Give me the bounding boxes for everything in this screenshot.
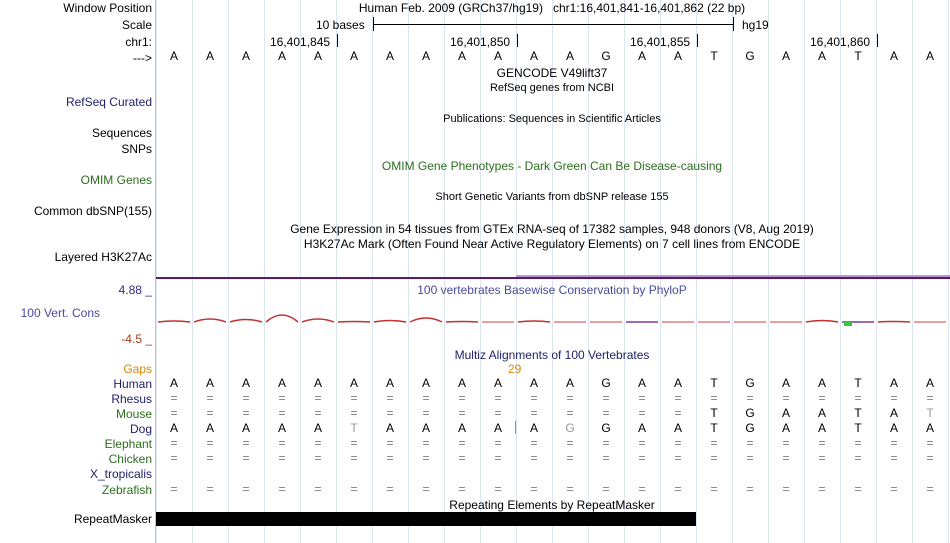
base-gridline xyxy=(948,0,949,543)
alignment-base: A xyxy=(925,421,934,435)
species-label-chicken[interactable]: Chicken xyxy=(108,452,152,466)
reference-base: T xyxy=(710,49,718,63)
alignment-base: G xyxy=(601,421,611,435)
alignment-base: = xyxy=(314,406,322,420)
alignment-base: A xyxy=(277,421,286,435)
alignment-base: = xyxy=(278,451,286,465)
alignment-base: = xyxy=(422,391,430,405)
alignment-base: = xyxy=(926,451,934,465)
common-dbsnp-label[interactable]: Common dbSNP(155) xyxy=(33,204,152,218)
sequences-label[interactable]: Sequences xyxy=(91,126,152,140)
base-gridline xyxy=(624,0,625,543)
tick-label: 16,401,845 xyxy=(270,35,331,49)
scale-db: hg19 xyxy=(742,18,769,32)
base-gridline xyxy=(444,0,445,543)
assembly-text: Human Feb. 2009 (GRCh37/hg19) xyxy=(358,1,543,15)
reference-base: A xyxy=(385,49,394,63)
alignment-base: = xyxy=(278,406,286,420)
alignment-base: = xyxy=(494,406,502,420)
species-label-elephant[interactable]: Elephant xyxy=(104,437,152,451)
alignment-base: = xyxy=(350,482,358,496)
alignment-base: = xyxy=(350,391,358,405)
base-gridline xyxy=(228,0,229,543)
alignment-base: A xyxy=(781,406,790,420)
alignment-base: G xyxy=(745,421,755,435)
alignment-base: = xyxy=(278,482,286,496)
window-position-text xyxy=(359,1,745,15)
gencode-track-title[interactable]: GENCODE V49lift37 xyxy=(496,66,608,80)
alignment-base: = xyxy=(602,436,610,450)
alignment-base: = xyxy=(314,436,322,450)
alignment-base: = xyxy=(602,451,610,465)
alignment-base: A xyxy=(205,421,214,435)
alignment-base: = xyxy=(422,482,430,496)
alignment-base: = xyxy=(242,436,250,450)
alignment-base: = xyxy=(782,482,790,496)
alignment-base: = xyxy=(602,391,610,405)
alignment-base: A xyxy=(673,421,682,435)
alignment-base: A xyxy=(277,376,286,390)
alignment-base: = xyxy=(386,482,394,496)
alignment-base: = xyxy=(638,451,646,465)
alignment-base: = xyxy=(494,451,502,465)
alignment-base: A xyxy=(241,376,250,390)
reference-base: A xyxy=(529,49,538,63)
tick-mark xyxy=(697,34,698,47)
alignment-base: A xyxy=(241,421,250,435)
alignment-base: = xyxy=(746,391,754,405)
reference-base: A xyxy=(457,49,466,63)
alignment-base: = xyxy=(530,436,538,450)
alignment-base: A xyxy=(457,421,466,435)
alignment-base: = xyxy=(746,482,754,496)
phylop-mark xyxy=(158,321,190,322)
alignment-base: = xyxy=(566,482,574,496)
tick-label: 16,401,850 xyxy=(450,35,511,49)
alignment-base: A xyxy=(169,421,178,435)
alignment-base: A xyxy=(169,376,178,390)
alignment-base: = xyxy=(674,391,682,405)
alignment-base: = xyxy=(422,406,430,420)
reference-base: A xyxy=(313,49,322,63)
alignment-base: A xyxy=(637,376,646,390)
alignment-base: = xyxy=(890,391,898,405)
repeatmasker-label[interactable]: RepeatMasker xyxy=(73,512,152,526)
position-text: chr1:16,401,841-16,401,862 (22 bp) xyxy=(552,1,746,15)
alignment-base: = xyxy=(206,406,214,420)
alignment-base: = xyxy=(386,451,394,465)
alignment-base: G xyxy=(565,421,575,435)
h3k27ac-signal-light xyxy=(516,275,950,277)
alignment-base: = xyxy=(746,436,754,450)
alignment-base: A xyxy=(889,376,898,390)
alignment-base: = xyxy=(386,436,394,450)
alignment-base: A xyxy=(421,421,430,435)
tick-mark xyxy=(337,34,338,47)
alignment-base: A xyxy=(529,421,538,435)
alignment-base: = xyxy=(422,436,430,450)
alignment-base: A xyxy=(493,376,502,390)
base-gridline xyxy=(804,0,805,543)
alignment-base: = xyxy=(782,451,790,465)
alignment-base: = xyxy=(206,482,214,496)
insertion-marker xyxy=(515,421,516,434)
h3k27ac-signal xyxy=(156,277,950,279)
track-display[interactable] xyxy=(156,0,950,543)
species-label-mouse[interactable]: Mouse xyxy=(115,407,152,421)
phylop-mark xyxy=(266,315,298,322)
alignment-base: = xyxy=(350,406,358,420)
alignment-base: = xyxy=(638,436,646,450)
scale-text: 10 bases xyxy=(316,18,365,32)
alignment-base: A xyxy=(313,421,322,435)
alignment-base: = xyxy=(170,406,178,420)
alignment-base: G xyxy=(745,406,755,420)
alignment-base: = xyxy=(566,391,574,405)
alignment-base: = xyxy=(278,436,286,450)
alignment-base: = xyxy=(926,436,934,450)
alignment-base: = xyxy=(710,482,718,496)
alignment-base: = xyxy=(170,391,178,405)
alignment-base: = xyxy=(350,436,358,450)
alignment-base: = xyxy=(818,391,826,405)
reference-base: A xyxy=(889,49,898,63)
alignment-base: A xyxy=(817,376,826,390)
alignment-base: T xyxy=(710,376,718,390)
omim-genes-label[interactable]: OMIM Genes xyxy=(80,173,152,187)
reference-base: A xyxy=(781,49,790,63)
base-gridline xyxy=(408,0,409,543)
species-label-dog[interactable]: Dog xyxy=(129,422,152,436)
alignment-base: T xyxy=(854,421,862,435)
alignment-base: A xyxy=(205,376,214,390)
alignment-base: = xyxy=(494,482,502,496)
alignment-base: = xyxy=(458,406,466,420)
phylop-mark xyxy=(518,321,550,322)
track-labels-panel xyxy=(0,0,155,543)
phylop-mark xyxy=(338,322,370,323)
base-gridline xyxy=(336,0,337,543)
alignment-base: = xyxy=(458,391,466,405)
scale-bar xyxy=(373,24,733,25)
reference-base: A xyxy=(205,49,214,63)
base-gridline xyxy=(768,0,769,543)
alignment-base: = xyxy=(206,391,214,405)
alignment-base: = xyxy=(242,406,250,420)
alignment-base: = xyxy=(674,451,682,465)
alignment-base: = xyxy=(206,451,214,465)
alignment-base: = xyxy=(530,406,538,420)
alignment-base: = xyxy=(458,436,466,450)
tick-mark xyxy=(877,34,878,47)
alignment-base: G xyxy=(601,376,611,390)
repeatmasker-track-title[interactable]: Repeating Elements by RepeatMasker xyxy=(449,498,655,512)
h3k27ac-track-title[interactable]: H3K27Ac Mark (Often Found Near Active Regulatory Elements) on 7 cell lines from ENCODE xyxy=(303,237,801,251)
alignment-base: A xyxy=(457,376,466,390)
species-label-human[interactable]: Human xyxy=(113,377,152,391)
alignment-base: A xyxy=(889,421,898,435)
alignment-base: A xyxy=(529,376,538,390)
phylop-mark xyxy=(194,319,226,322)
scale-bar-right-end xyxy=(733,17,734,31)
alignment-base: = xyxy=(710,451,718,465)
alignment-base: = xyxy=(782,436,790,450)
alignment-base: = xyxy=(386,406,394,420)
alignment-base: = xyxy=(818,451,826,465)
alignment-base: = xyxy=(890,482,898,496)
alignment-base: A xyxy=(349,376,358,390)
alignment-base: A xyxy=(781,376,790,390)
reference-base: A xyxy=(565,49,574,63)
alignment-base: A xyxy=(925,376,934,390)
alignment-base: = xyxy=(746,451,754,465)
base-gridline xyxy=(264,0,265,543)
alignment-base: = xyxy=(530,451,538,465)
alignment-base: = xyxy=(566,451,574,465)
phylop-mark xyxy=(374,321,406,323)
phylop-mark xyxy=(806,321,838,323)
alignment-base: A xyxy=(889,406,898,420)
base-gridline xyxy=(876,0,877,543)
reference-base: A xyxy=(241,49,250,63)
alignment-base: = xyxy=(638,406,646,420)
alignment-base: = xyxy=(242,391,250,405)
alignment-base: = xyxy=(854,436,862,450)
alignment-base: = xyxy=(602,482,610,496)
reference-base: A xyxy=(673,49,682,63)
reference-base: A xyxy=(169,49,178,63)
alignment-base: = xyxy=(206,436,214,450)
strand-arrow-label: ---> xyxy=(133,51,152,65)
base-gridline xyxy=(156,0,157,543)
alignment-base: A xyxy=(493,421,502,435)
alignment-base: = xyxy=(854,482,862,496)
alignment-base: G xyxy=(745,376,755,390)
base-gridline xyxy=(840,0,841,543)
alignment-base: T xyxy=(854,376,862,390)
alignment-base: = xyxy=(170,482,178,496)
alignment-base: A xyxy=(637,421,646,435)
alignment-base: A xyxy=(385,376,394,390)
alignment-base: = xyxy=(926,391,934,405)
alignment-base: = xyxy=(422,451,430,465)
conservation-min-label: -4.5 _ xyxy=(121,332,152,346)
chr-label: chr1: xyxy=(125,35,152,49)
base-gridline xyxy=(192,0,193,543)
repeat-element-block[interactable] xyxy=(156,512,696,526)
alignment-base: = xyxy=(818,436,826,450)
alignment-base: = xyxy=(710,391,718,405)
alignment-base: = xyxy=(602,406,610,420)
alignment-base: = xyxy=(926,482,934,496)
phylop-mark xyxy=(302,319,334,322)
alignment-base: = xyxy=(674,406,682,420)
snps-label[interactable]: SNPs xyxy=(121,142,152,156)
base-gridline xyxy=(732,0,733,543)
gaps-label[interactable]: Gaps xyxy=(123,362,152,376)
tick-label: 16,401,860 xyxy=(810,35,871,49)
alignment-base: = xyxy=(314,391,322,405)
alignment-base: A xyxy=(385,421,394,435)
phylop-mark xyxy=(878,322,910,323)
phylop-plot xyxy=(156,310,950,336)
reference-base: A xyxy=(277,49,286,63)
omim-track-title[interactable]: OMIM Gene Phenotypes - Dark Green Can Be Disease-causing xyxy=(381,159,723,173)
alignment-base: T xyxy=(710,406,718,420)
alignment-base: = xyxy=(674,482,682,496)
phylop-mark xyxy=(446,322,478,323)
alignment-base: A xyxy=(673,376,682,390)
alignment-base: = xyxy=(386,391,394,405)
gtex-track-title[interactable]: Gene Expression in 54 tissues from GTEx RNA-seq of 17382 samples, 948 donors (V8, Aug 2019) xyxy=(290,222,814,236)
alignment-base: = xyxy=(818,482,826,496)
phylop-mark xyxy=(230,320,262,323)
reference-base: A xyxy=(925,49,934,63)
base-gridline xyxy=(696,0,697,543)
reference-base: A xyxy=(421,49,430,63)
alignment-base: A xyxy=(817,421,826,435)
phylop-track-title[interactable]: 100 vertebrates Basewise Conservation by PhyloP xyxy=(417,283,687,297)
conservation-max-label: 4.88 _ xyxy=(118,283,152,297)
alignment-base: T xyxy=(350,421,358,435)
reference-base: A xyxy=(493,49,502,63)
alignment-base: A xyxy=(817,406,826,420)
alignment-base: A xyxy=(565,376,574,390)
base-gridline xyxy=(912,0,913,543)
alignment-base: = xyxy=(458,451,466,465)
species-label-rhesus[interactable]: Rhesus xyxy=(111,392,152,406)
alignment-base: = xyxy=(890,436,898,450)
alignment-base: = xyxy=(494,436,502,450)
multiz-track-title[interactable]: Multiz Alignments of 100 Vertebrates xyxy=(454,348,650,362)
gap-count: 29 xyxy=(508,362,522,376)
reference-base: T xyxy=(854,49,862,63)
alignment-base: T xyxy=(854,406,862,420)
alignment-base: = xyxy=(242,451,250,465)
reference-base: A xyxy=(817,49,826,63)
tick-label: 16,401,855 xyxy=(630,35,691,49)
tick-mark xyxy=(517,34,518,47)
refseq-curated-label[interactable]: RefSeq Curated xyxy=(65,95,152,109)
scale-label: Scale xyxy=(121,18,152,32)
window-position-label: Window Position xyxy=(63,1,152,15)
alignment-base: = xyxy=(638,482,646,496)
base-gridline xyxy=(480,0,481,543)
species-label-x-tropicalis[interactable]: X_tropicalis xyxy=(89,467,152,481)
alignment-base: A xyxy=(313,376,322,390)
alignment-base: = xyxy=(782,391,790,405)
reference-base: G xyxy=(745,49,755,63)
alignment-base: T xyxy=(926,406,934,420)
alignment-base: A xyxy=(781,421,790,435)
alignment-base: = xyxy=(638,391,646,405)
phylop-mark xyxy=(410,318,442,322)
alignment-base: = xyxy=(854,451,862,465)
reference-base: A xyxy=(349,49,358,63)
dbsnp-track-title[interactable]: Short Genetic Variants from dbSNP release 155 xyxy=(435,191,669,203)
alignment-base: A xyxy=(421,376,430,390)
base-gridline xyxy=(300,0,301,543)
alignment-base: = xyxy=(278,391,286,405)
publications-track-title[interactable]: Publications: Sequences in Scientific Articles xyxy=(443,113,661,125)
alignment-base: = xyxy=(530,482,538,496)
alignment-base: = xyxy=(890,451,898,465)
species-label-zebrafish[interactable]: Zebrafish xyxy=(101,483,152,497)
alignment-base: = xyxy=(530,391,538,405)
alignment-base: = xyxy=(350,451,358,465)
alignment-base: = xyxy=(854,391,862,405)
alignment-base: T xyxy=(710,421,718,435)
alignment-base: = xyxy=(314,451,322,465)
reference-base: A xyxy=(637,49,646,63)
vert-cons-label[interactable]: 100 Vert. Cons xyxy=(20,306,100,320)
alignment-base: = xyxy=(314,482,322,496)
layered-h3k27ac-label[interactable]: Layered H3K27Ac xyxy=(54,250,152,264)
refseq-track-title[interactable]: RefSeq genes from NCBI xyxy=(489,82,615,94)
alignment-base: = xyxy=(458,482,466,496)
alignment-base: = xyxy=(566,406,574,420)
reference-base: G xyxy=(601,49,611,63)
alignment-base: = xyxy=(566,436,574,450)
alignment-base: = xyxy=(674,436,682,450)
alignment-base: = xyxy=(494,391,502,405)
base-gridline xyxy=(372,0,373,543)
alignment-base: = xyxy=(170,436,178,450)
alignment-base: = xyxy=(242,482,250,496)
alignment-base: = xyxy=(170,451,178,465)
base-gridline xyxy=(660,0,661,543)
alignment-base: = xyxy=(710,436,718,450)
phylop-highlight-mark xyxy=(844,322,852,326)
